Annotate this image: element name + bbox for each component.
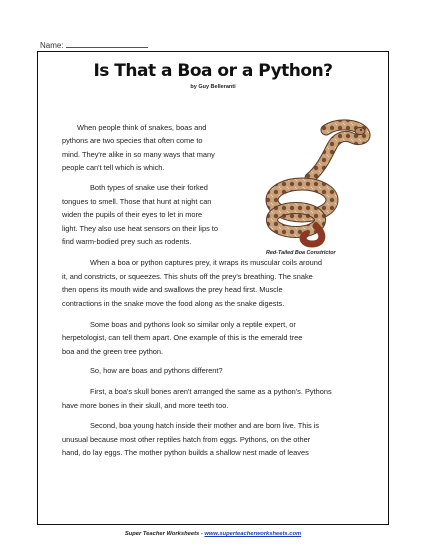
- text-line: When people think of snakes, boas and: [77, 123, 207, 132]
- text-line: mind. They're alike in so many ways that many: [62, 150, 215, 159]
- text-line: When a boa or python captures prey, it wraps its muscular coils around: [90, 258, 322, 267]
- text-line: tongues to smell. Those that hunt at night can: [62, 197, 212, 206]
- text-line: light. They also use heat sensors on their lips to: [62, 224, 218, 233]
- text-line: boa and the green tree python.: [62, 347, 164, 356]
- text-line: people can't tell which is which.: [62, 163, 165, 172]
- footer-separator: -: [199, 531, 205, 537]
- byline: by Guy Belleranti: [190, 84, 236, 90]
- footer: [37, 531, 389, 537]
- name-line: [40, 40, 148, 50]
- text-line: have more bones in their skull, and more teeth too.: [62, 401, 229, 410]
- footer-brand: Super Teacher Worksheets: [124, 531, 200, 537]
- text-line: hand, do lay eggs. The mother python builds a shallow nest made of leaves: [62, 448, 309, 457]
- boa-snake-image: [256, 116, 374, 250]
- text-line: unusual because most other reptiles hatch from eggs. Pythons, on the other: [62, 435, 311, 444]
- text-line: herpetologist, can tell them apart. One example of this is the emerald tree: [62, 333, 303, 342]
- text-line: it, and constricts, or squeezes. This shuts off the prey's breathing. The snake: [62, 272, 313, 281]
- name-blank: [66, 40, 148, 48]
- text-line: So, how are boas and pythons different?: [90, 366, 223, 375]
- text-line: Some boas and pythons look so similar only a reptile expert, or: [90, 320, 296, 329]
- text-line: contractions in the snake move the food along as the snake digests.: [62, 299, 285, 308]
- text-line: widen the pupils of their eyes to let in more: [62, 210, 203, 219]
- footer-link[interactable]: www.superteacherworksheets.com: [204, 531, 302, 537]
- text-line: First, a boa's skull bones aren't arranged the same as a python's. Pythons: [90, 387, 332, 396]
- text-line: then opens its mouth wide and swallows the prey head first. Muscle: [62, 285, 283, 294]
- worksheet-title: Is That a Boa or a Python?: [93, 61, 333, 81]
- name-label: Name:: [40, 41, 64, 50]
- image-caption: Red-Tailed Boa Constrictor: [266, 250, 336, 256]
- text-line: pythons are two species that often come to: [62, 136, 203, 145]
- text-line: find warm-bodied prey such as rodents.: [62, 237, 192, 246]
- text-line: Second, boa young hatch inside their mother and are born live. This is: [90, 421, 320, 430]
- text-line: Both types of snake use their forked: [90, 183, 208, 192]
